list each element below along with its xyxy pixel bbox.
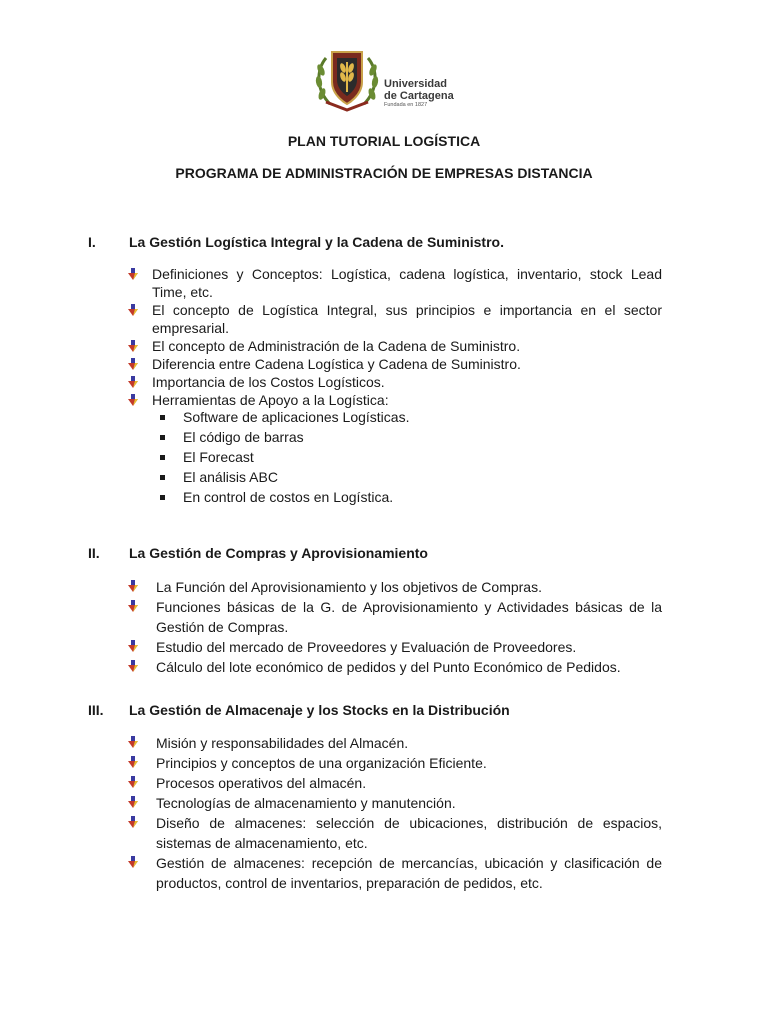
square-bullet-icon: [160, 435, 165, 440]
section-title: La Gestión de Almacenaje y los Stocks en la Distribución: [129, 702, 510, 718]
arrow-bullet-icon: [128, 580, 138, 592]
list-item-text: Diferencia entre Cadena Logística y Cadena de Suministro.: [152, 356, 521, 372]
arrow-bullet-icon: [128, 660, 138, 672]
list-item: [128, 813, 662, 853]
sub-list-item-text: El código de barras: [183, 429, 304, 445]
list-item: [128, 793, 662, 813]
list-item-text: Herramientas de Apoyo a la Logística:: [152, 392, 389, 408]
arrow-bullet-icon: [128, 736, 138, 748]
list-item-text: Definiciones y Conceptos: Logística, cadena logística, inventario, stock Lead Time, etc.: [152, 266, 662, 300]
arrow-bullet-icon: [128, 600, 138, 612]
list-item: [128, 355, 662, 373]
list-item: [128, 577, 662, 597]
arrow-bullet-icon: [128, 640, 138, 652]
list-item-text: Misión y responsabilidades del Almacén.: [156, 735, 409, 751]
sub-list-item: [158, 487, 409, 507]
list-item-text: El concepto de Administración de la Cadena de Suministro.: [152, 338, 521, 354]
section-numeral: III.: [88, 702, 104, 718]
arrow-bullet-icon: [128, 816, 138, 828]
arrow-bullet-icon: [128, 776, 138, 788]
crest-icon: [312, 44, 382, 114]
list-item: [128, 337, 662, 355]
sub-list-item: [158, 467, 409, 487]
list-item-text: Diseño de almacenes: selección de ubicaciones, distribución de espacios, sistemas de almacenamiento, etc.: [156, 815, 662, 851]
sub-list-item: [158, 407, 409, 427]
list-item-text: Principios y conceptos de una organización Eficiente.: [156, 755, 487, 771]
list-item: [128, 373, 662, 391]
list-item-text: La Función del Aprovisionamiento y los objetivos de Compras.: [156, 579, 542, 595]
list-item: [128, 265, 662, 301]
sub-list-item-text: El Forecast: [183, 449, 254, 465]
section-numeral: II.: [88, 545, 100, 561]
list-item-text: Importancia de los Costos Logísticos.: [152, 374, 385, 390]
list-item: [128, 597, 662, 637]
arrow-bullet-icon: [128, 376, 138, 388]
logo-tagline: Fundada en 1827: [384, 102, 428, 108]
arrow-bullet-icon: [128, 756, 138, 768]
sub-list-item-text: En control de costos en Logística.: [183, 489, 394, 505]
sub-list-item: [158, 447, 409, 467]
section-title: La Gestión de Compras y Aprovisionamiento: [129, 545, 428, 561]
square-bullet-icon: [160, 415, 165, 420]
logo-name-line2: de Cartagena: [384, 90, 454, 102]
list-item: [128, 773, 662, 793]
list-item-text: Procesos operativos del almacén.: [156, 775, 367, 791]
sub-list-item-text: El análisis ABC: [183, 469, 278, 485]
arrow-bullet-icon: [128, 304, 138, 316]
list-item: [128, 637, 662, 657]
arrow-bullet-icon: [128, 394, 138, 406]
sub-list-item-text: Software de aplicaciones Logísticas.: [183, 409, 410, 425]
document-subtitle: PROGRAMA DE ADMINISTRACIÓN DE EMPRESAS DISTANCIA: [175, 165, 593, 181]
section-subitem-list: [158, 407, 409, 507]
document-title: PLAN TUTORIAL LOGÍSTICA: [287, 133, 481, 149]
list-item-text: Cálculo del lote económico de pedidos y del Punto Económico de Pedidos.: [156, 659, 621, 675]
list-item: [128, 733, 662, 753]
arrow-bullet-icon: [128, 268, 138, 280]
square-bullet-icon: [160, 495, 165, 500]
square-bullet-icon: [160, 475, 165, 480]
arrow-bullet-icon: [128, 340, 138, 352]
list-item-text: Funciones básicas de la G. de Aprovisionamiento y Actividades básicas de la Gestión de Compras.: [156, 599, 662, 635]
list-item-text: Estudio del mercado de Proveedores y Evaluación de Proveedores.: [156, 639, 577, 655]
section-item-list: [128, 577, 662, 677]
list-item: [128, 657, 662, 677]
section-title: La Gestión Logística Integral y la Cadena de Suministro.: [129, 234, 504, 250]
list-item: [128, 753, 662, 773]
university-logo: [312, 44, 462, 114]
section-numeral: I.: [88, 234, 96, 250]
arrow-bullet-icon: [128, 796, 138, 808]
section-item-list: [128, 265, 662, 409]
square-bullet-icon: [160, 455, 165, 460]
list-item-text: Tecnologías de almacenamiento y manutención.: [156, 795, 456, 811]
arrow-bullet-icon: [128, 856, 138, 868]
list-item-text: El concepto de Logística Integral, sus principios e importancia en el sector empresarial.: [152, 302, 662, 336]
sub-list-item: [158, 427, 409, 447]
section-item-list: [128, 733, 662, 893]
arrow-bullet-icon: [128, 358, 138, 370]
logo-name-line1: Universidad: [384, 78, 447, 90]
list-item: [128, 301, 662, 337]
list-item-text: Gestión de almacenes: recepción de mercancías, ubicación y clasificación de productos, control de inventarios, preparación de pedidos, etc.: [156, 855, 662, 891]
list-item: [128, 853, 662, 893]
